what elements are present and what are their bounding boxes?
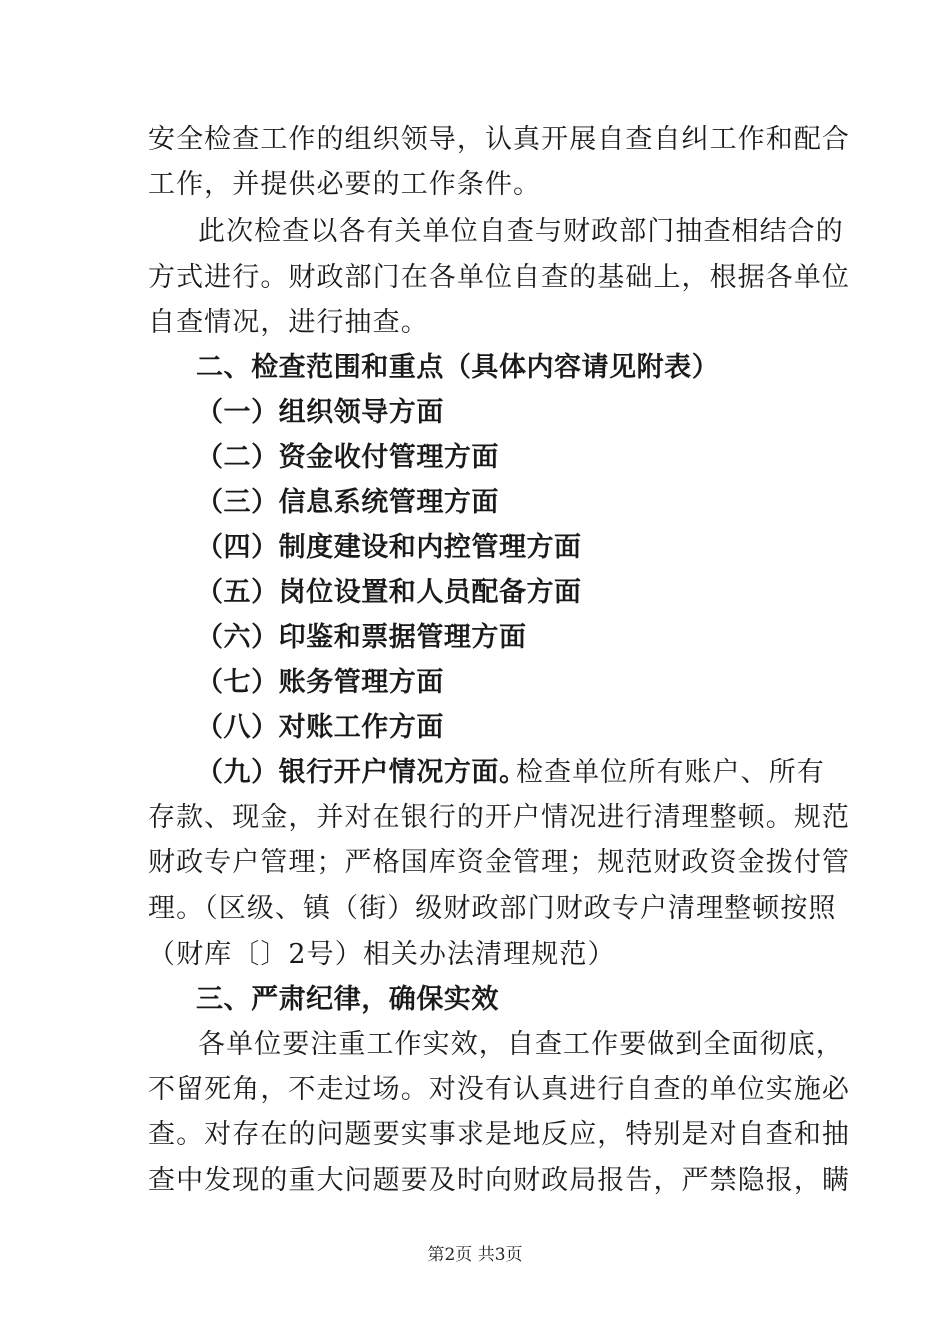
body-text-line: 此次检查以各有关单位自查与财政部门抽查相结合的: [198, 216, 844, 247]
body-text-line: 查。对存在的问题要实事求是地反应，特别是对自查和抽: [148, 1119, 850, 1150]
body-text-line: 理。（区级、镇（街）级财政部门财政专户清理整顿按照: [148, 893, 837, 924]
body-text-line: 各单位要注重工作实效，自查工作要做到全面彻底，: [198, 1029, 844, 1060]
subsection-heading: （三）信息系统管理方面: [196, 487, 499, 518]
subsection-heading: （五）岗位设置和人员配备方面: [196, 577, 582, 608]
body-text-line: 检查单位所有账户、所有: [516, 757, 825, 788]
body-text-line: 工作，并提供必要的工作条件。: [148, 169, 542, 200]
body-text-line: 安全检查工作的组织领导，认真开展自查自纠工作和配合: [148, 124, 850, 155]
body-text-line: （财库〔〕2号）相关办法清理规范）: [148, 939, 616, 970]
page-footer: 第2页 共3页: [427, 1245, 523, 1265]
section-heading: 二、检查范围和重点（具体内容请见附表）: [196, 352, 720, 383]
subsection-heading: （六）印鉴和票据管理方面: [196, 622, 527, 653]
body-text-line: 查中发现的重大问题要及时向财政局报告，严禁隐报，瞒: [148, 1165, 850, 1196]
subsection-heading: （一）组织领导方面: [196, 397, 444, 428]
subsection-heading: （八）对账工作方面: [196, 712, 444, 743]
body-text-line: 自查情况，进行抽查。: [148, 307, 429, 338]
subsection-heading: （七）账务管理方面: [196, 667, 444, 698]
body-text-line: 财政专户管理；严格国库资金管理；规范财政资金拨付管: [148, 847, 850, 878]
body-text-line: 存款、现金，并对在银行的开户情况进行清理整顿。规范: [148, 802, 850, 833]
subsection-heading: （四）制度建设和内控管理方面: [196, 532, 582, 563]
body-text-line: 方式进行。财政部门在各单位自查的基础上，根据各单位: [148, 262, 850, 293]
section-heading: 三、严肃纪律，确保实效: [196, 984, 499, 1015]
subsection-heading: （二）资金收付管理方面: [196, 442, 499, 473]
subsection-heading: （九）银行开户情况方面。: [196, 757, 527, 788]
body-text-line: 不留死角，不走过场。对没有认真进行自查的单位实施必: [148, 1074, 850, 1105]
